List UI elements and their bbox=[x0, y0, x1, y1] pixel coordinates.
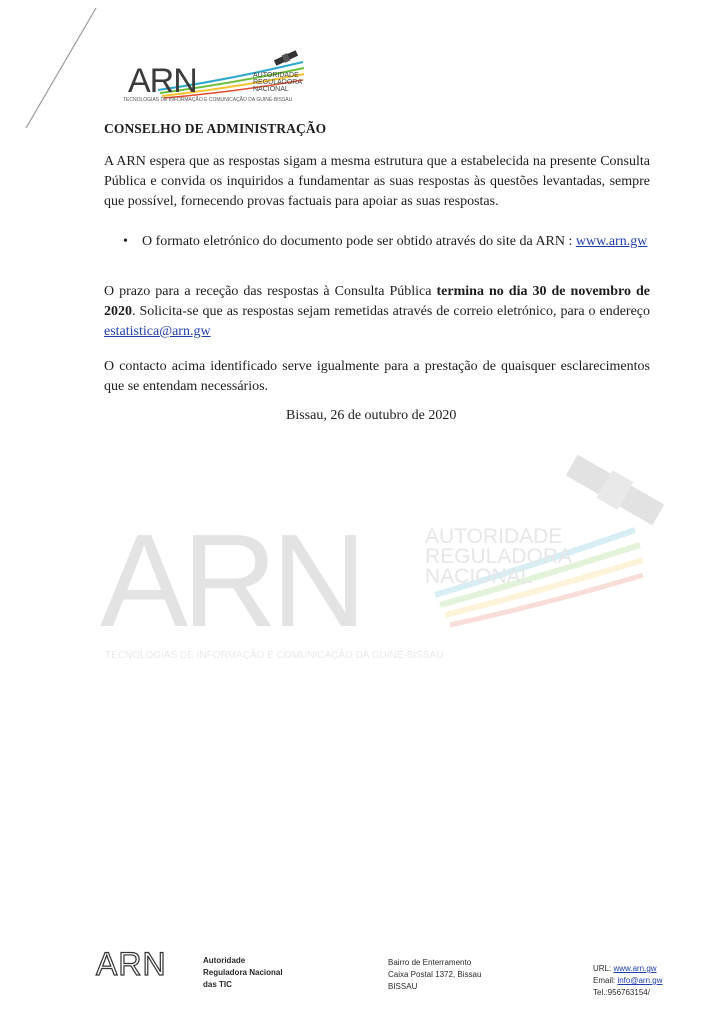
footer-email-link[interactable]: info@arn.gw bbox=[617, 976, 663, 985]
footer-org-line3: das TIC bbox=[203, 980, 232, 989]
footer-url-row bbox=[593, 963, 662, 975]
watermark-tagline: TECNOLOGIAS DE INFORMAÇÃO E COMUNICAÇÃO DA GUINÉ-BISSAU bbox=[105, 650, 444, 661]
watermark-org-name: AUTORIDADE REGULADORA NACIONAL bbox=[425, 525, 571, 588]
footer-url-link[interactable]: www.arn.gw bbox=[613, 964, 657, 973]
footer-org-line2: Reguladora Nacional bbox=[203, 968, 283, 977]
deadline-text-before: O prazo para a receção das respostas à Consulta Pública bbox=[104, 284, 437, 299]
bullet-text bbox=[142, 232, 650, 252]
watermark-letters: ARN bbox=[100, 507, 361, 654]
footer-address bbox=[388, 957, 481, 993]
paragraph-contact: O contacto acima identificado serve igualmente para a prestação de quaisquer esclarecimentos que se entendam necessários. bbox=[104, 359, 650, 394]
footer-email-label: Email: bbox=[593, 976, 618, 985]
footer-tel: Tel.:956763154/ bbox=[593, 988, 650, 997]
website-link[interactable]: www.arn.gw bbox=[575, 234, 648, 249]
paragraph-deadline bbox=[104, 282, 650, 342]
deadline-text-after: . Solicita-se que as respostas sejam remetidas através de correio eletrónico, para o endereço bbox=[132, 304, 650, 319]
deadline-bold: termina no dia 30 de novembro de 2020 bbox=[104, 284, 650, 319]
footer-url-label: URL: bbox=[593, 964, 614, 973]
email-link[interactable]: estatistica@arn.gw bbox=[104, 324, 211, 339]
paragraph-intro: A ARN espera que as respostas sigam a mesma estrutura que a estabelecida na presente Consulta Pública e convida os inquiridos a fundamentar as suas respostas às questões levantadas, sempre que possível, fornecendo provas factuais para apoiar as suas respostas. bbox=[104, 154, 650, 209]
watermark-satellite-icon bbox=[564, 451, 667, 529]
arn-logo bbox=[118, 50, 313, 112]
bullet-text-body: O formato eletrónico do documento pode ser obtido através do site da ARN : bbox=[142, 234, 573, 249]
footer-contact bbox=[593, 963, 662, 999]
bullet-icon: • bbox=[123, 234, 128, 249]
footer-logo: ARN bbox=[96, 946, 167, 982]
footer-addr-line3: BISSAU bbox=[388, 982, 418, 991]
arn-watermark bbox=[95, 445, 695, 675]
logo-tagline: TECNOLOGIAS DE INFORMAÇÃO E COMUNICAÇÃO DA GUINÉ-BISSAU bbox=[123, 97, 293, 103]
scan-artifact-line bbox=[0, 0, 120, 140]
footer-org-line1: Autoridade bbox=[203, 956, 246, 965]
footer-email-row bbox=[593, 975, 662, 987]
section-heading: CONSELHO DE ADMINISTRAÇÃO bbox=[104, 121, 327, 136]
footer-org bbox=[203, 955, 283, 991]
footer-addr-line2: Caixa Postal 1372, Bissau bbox=[388, 970, 482, 979]
logo-letters: ARN bbox=[128, 62, 197, 100]
signature-date: Bissau, 26 de outubro de 2020 bbox=[286, 408, 457, 423]
footer-addr-line1: Bairro de Enterramento bbox=[388, 958, 472, 967]
logo-org-name: AUTORIDADE REGULADORA NACIONAL bbox=[253, 72, 302, 93]
